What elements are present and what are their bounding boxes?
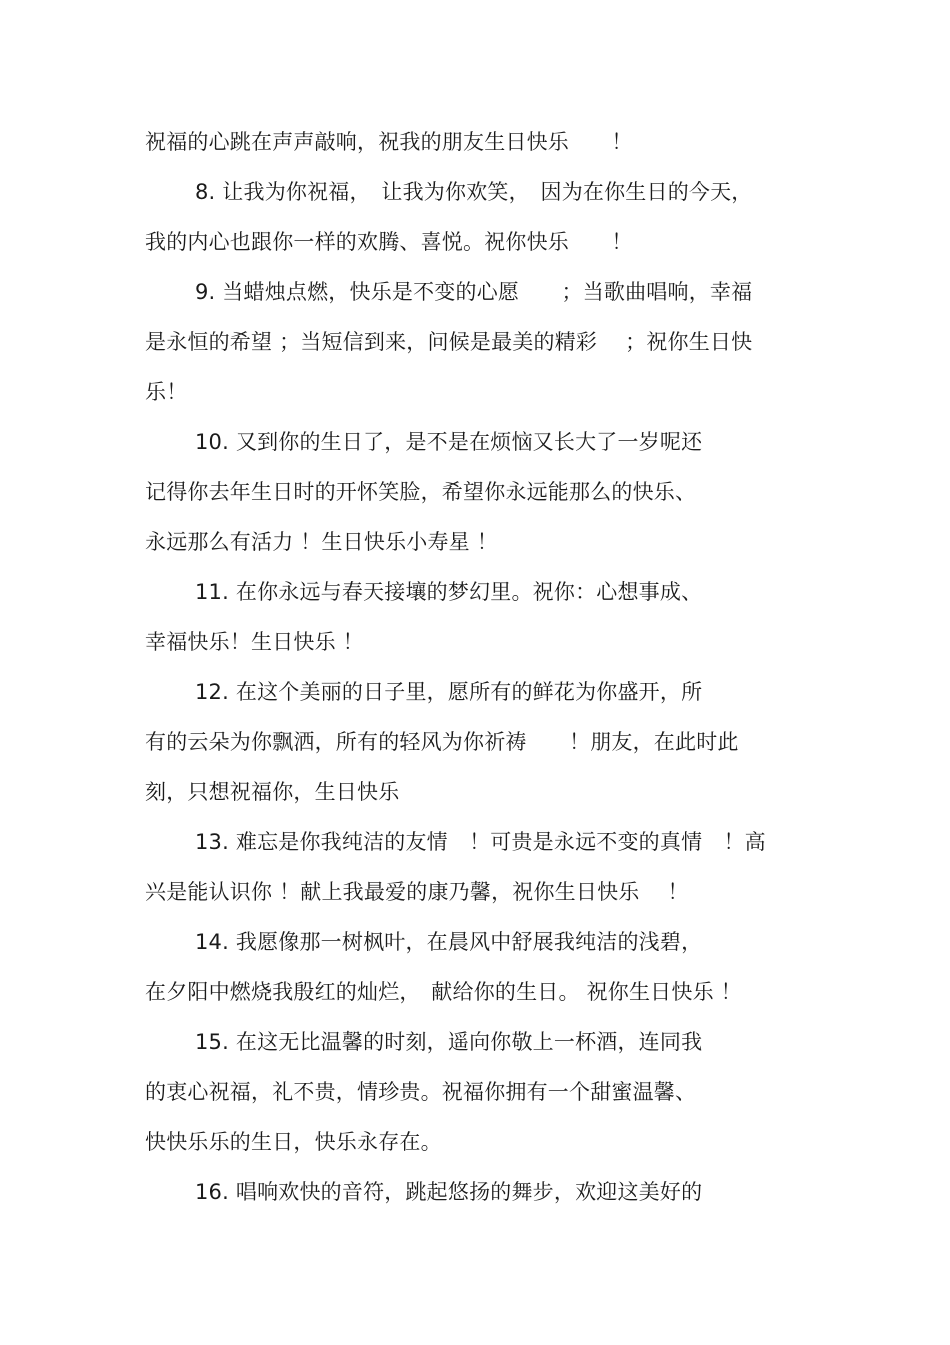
text-line: 乐！: [145, 380, 188, 404]
text-line: 在夕阳中燃烧我殷红的灿烂， 献给你的生日。 祝你生日快乐 ！: [145, 980, 742, 1004]
text-line: 16. 唱响欢快的音符，跳起悠扬的舞步，欢迎这美好的: [195, 1180, 703, 1204]
text-line: 12. 在这个美丽的日子里，愿所有的鲜花为你盛开，所: [195, 680, 703, 704]
text-line: 8. 让我为你祝福， 让我为你欢笑， 因为在你生日的今天，: [195, 180, 753, 204]
text-line: 有的云朵为你飘洒，所有的轻风为你祈祷 ！朋友，在此时此: [145, 730, 739, 754]
text-line: 祝福的心跳在声声敲响，祝我的朋友生日快乐 ！: [145, 130, 633, 154]
text-line: 快快乐乐的生日，快乐永存在。: [145, 1130, 442, 1154]
text-line: 14. 我愿像那一树枫叶，在晨风中舒展我纯洁的浅碧，: [195, 930, 703, 954]
text-line: 兴是能认识你 ！献上我最爱的康乃馨，祝你生日快乐 ！: [145, 880, 689, 904]
text-line: 永远那么有活力 ！生日快乐小寿星 ！: [145, 530, 498, 554]
text-line: 刻，只想祝福你，生日快乐: [145, 780, 400, 804]
text-line: 幸福快乐！生日快乐 ！: [145, 630, 364, 654]
text-line: 的衷心祝福，礼不贵，情珍贵。祝福你拥有一个甜蜜温馨、: [145, 1080, 697, 1104]
text-line: 11. 在你永远与春天接壤的梦幻里。祝你：心想事成、: [195, 580, 703, 604]
text-line: 10. 又到你的生日了，是不是在烦恼又长大了一岁呢还: [195, 430, 703, 454]
text-line: 15. 在这无比温馨的时刻，遥向你敬上一杯酒，连同我: [195, 1030, 703, 1054]
text-line: 我的内心也跟你一样的欢腾、喜悦。祝你快乐 ！: [145, 230, 633, 254]
text-line: 9. 当蜡烛点燃，快乐是不变的心愿 ；当歌曲唱响，幸福: [195, 280, 753, 304]
text-line: 记得你去年生日时的开怀笑脸，希望你永远能那么的快乐、: [145, 480, 697, 504]
text-line: 是永恒的希望 ；当短信到来，问候是最美的精彩 ；祝你生日快: [145, 330, 753, 354]
text-line: 13. 难忘是你我纯洁的友情 ！可贵是永远不变的真情 ！高: [195, 830, 766, 854]
